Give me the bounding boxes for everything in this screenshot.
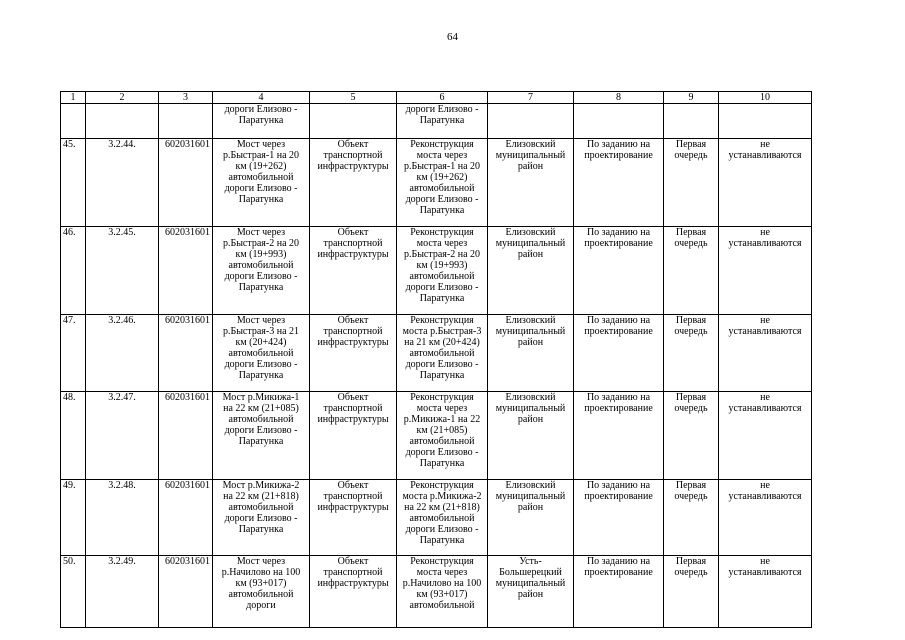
object-name-cell: дороги Елизово - Паратунка bbox=[213, 104, 310, 139]
object-type-cell: Объект транспортной инфраструктуры bbox=[310, 227, 397, 315]
row-number-cell: 50. bbox=[61, 556, 86, 628]
table-row bbox=[61, 392, 812, 480]
column-header: 8 bbox=[574, 92, 664, 104]
column-header: 10 bbox=[719, 92, 812, 104]
location-cell: Усть- Большерецкий муниципальный район bbox=[488, 556, 574, 628]
table-row bbox=[61, 227, 812, 315]
object-name-cell: Мост через р.Быстрая-1 на 20 км (19+262) автомобильной дороги Елизово - Паратунка bbox=[213, 139, 310, 227]
zones-cell: не устанавливаются bbox=[719, 315, 812, 392]
table-cell bbox=[574, 104, 664, 139]
table-cell bbox=[86, 104, 159, 139]
object-type-cell: Объект транспортной инфраструктуры bbox=[310, 315, 397, 392]
object-name-cell: Мост через р.Начилово на 100 км (93+017) автомобильной дороги bbox=[213, 556, 310, 628]
zones-cell: не устанавливаются bbox=[719, 139, 812, 227]
row-number-cell: 49. bbox=[61, 480, 86, 556]
object-type-cell: Объект транспортной инфраструктуры bbox=[310, 392, 397, 480]
location-cell: Елизовский муниципальный район bbox=[488, 480, 574, 556]
zones-cell: не устанавливаются bbox=[719, 556, 812, 628]
table-cell bbox=[61, 104, 86, 139]
table-cell bbox=[310, 104, 397, 139]
column-header: 1 bbox=[61, 92, 86, 104]
row-number-cell: 45. bbox=[61, 139, 86, 227]
location-cell: Елизовский муниципальный район bbox=[488, 139, 574, 227]
code-cell: 3.2.47. bbox=[86, 392, 159, 480]
continuation-row bbox=[61, 104, 812, 139]
object-type-cell: Объект транспортной инфраструктуры bbox=[310, 480, 397, 556]
column-header: 5 bbox=[310, 92, 397, 104]
column-header: 7 bbox=[488, 92, 574, 104]
basis-cell: По заданию на проектирование bbox=[574, 315, 664, 392]
row-number-cell: 47. bbox=[61, 315, 86, 392]
object-name-cell: Мост р.Микижа-1 на 22 км (21+085) автомобильной дороги Елизово - Паратунка bbox=[213, 392, 310, 480]
stage-cell: Первая очередь bbox=[664, 392, 719, 480]
id-cell: 602031601 bbox=[159, 556, 213, 628]
object-name-cell: Мост через р.Быстрая-3 на 21 км (20+424) автомобильной дороги Елизово - Паратунка bbox=[213, 315, 310, 392]
column-number-row bbox=[61, 92, 812, 104]
column-header: 9 bbox=[664, 92, 719, 104]
action-cell: дороги Елизово - Паратунка bbox=[397, 104, 488, 139]
action-cell: Реконструкция моста р.Быстрая-3 на 21 км (20+424) автомобильной дороги Елизово - Паратунка bbox=[397, 315, 488, 392]
code-cell: 3.2.49. bbox=[86, 556, 159, 628]
column-header: 4 bbox=[213, 92, 310, 104]
object-name-cell: Мост через р.Быстрая-2 на 20 км (19+993) автомобильной дороги Елизово - Паратунка bbox=[213, 227, 310, 315]
basis-cell: По заданию на проектирование bbox=[574, 556, 664, 628]
location-cell: Елизовский муниципальный район bbox=[488, 315, 574, 392]
code-cell: 3.2.45. bbox=[86, 227, 159, 315]
location-cell: Елизовский муниципальный район bbox=[488, 227, 574, 315]
table-row bbox=[61, 556, 812, 628]
action-cell: Реконструкция моста через р.Быстрая-2 на 20 км (19+993) автомобильной дороги Елизово - Паратунка bbox=[397, 227, 488, 315]
stage-cell: Первая очередь bbox=[664, 556, 719, 628]
row-number-cell: 46. bbox=[61, 227, 86, 315]
table-cell bbox=[488, 104, 574, 139]
table-cell bbox=[664, 104, 719, 139]
action-cell: Реконструкция моста через р.Микижа-1 на 22 км (21+085) автомобильной дороги Елизово - Паратунка bbox=[397, 392, 488, 480]
object-type-cell: Объект транспортной инфраструктуры bbox=[310, 556, 397, 628]
planned-objects-table bbox=[60, 91, 812, 628]
id-cell: 602031601 bbox=[159, 480, 213, 556]
column-header: 2 bbox=[86, 92, 159, 104]
stage-cell: Первая очередь bbox=[664, 139, 719, 227]
column-header: 6 bbox=[397, 92, 488, 104]
code-cell: 3.2.44. bbox=[86, 139, 159, 227]
code-cell: 3.2.48. bbox=[86, 480, 159, 556]
code-cell: 3.2.46. bbox=[86, 315, 159, 392]
location-cell: Елизовский муниципальный район bbox=[488, 392, 574, 480]
table-row bbox=[61, 480, 812, 556]
zones-cell: не устанавливаются bbox=[719, 480, 812, 556]
id-cell: 602031601 bbox=[159, 227, 213, 315]
stage-cell: Первая очередь bbox=[664, 315, 719, 392]
row-number-cell: 48. bbox=[61, 392, 86, 480]
basis-cell: По заданию на проектирование bbox=[574, 480, 664, 556]
table-row bbox=[61, 315, 812, 392]
id-cell: 602031601 bbox=[159, 392, 213, 480]
stage-cell: Первая очередь bbox=[664, 480, 719, 556]
zones-cell: не устанавливаются bbox=[719, 227, 812, 315]
action-cell: Реконструкция моста через р.Быстрая-1 на 20 км (19+262) автомобильной дороги Елизово - Паратунка bbox=[397, 139, 488, 227]
column-header: 3 bbox=[159, 92, 213, 104]
object-type-cell: Объект транспортной инфраструктуры bbox=[310, 139, 397, 227]
basis-cell: По заданию на проектирование bbox=[574, 139, 664, 227]
table-cell bbox=[159, 104, 213, 139]
basis-cell: По заданию на проектирование bbox=[574, 227, 664, 315]
id-cell: 602031601 bbox=[159, 315, 213, 392]
id-cell: 602031601 bbox=[159, 139, 213, 227]
zones-cell: не устанавливаются bbox=[719, 392, 812, 480]
table-cell bbox=[719, 104, 812, 139]
action-cell: Реконструкция моста р.Микижа-2 на 22 км (21+818) автомобильной дороги Елизово - Паратунка bbox=[397, 480, 488, 556]
basis-cell: По заданию на проектирование bbox=[574, 392, 664, 480]
action-cell: Реконструкция моста через р.Начилово на 100 км (93+017) автомобильной bbox=[397, 556, 488, 628]
page-number: 64 bbox=[447, 31, 458, 43]
table-row bbox=[61, 139, 812, 227]
stage-cell: Первая очередь bbox=[664, 227, 719, 315]
object-name-cell: Мост р.Микижа-2 на 22 км (21+818) автомобильной дороги Елизово - Паратунка bbox=[213, 480, 310, 556]
